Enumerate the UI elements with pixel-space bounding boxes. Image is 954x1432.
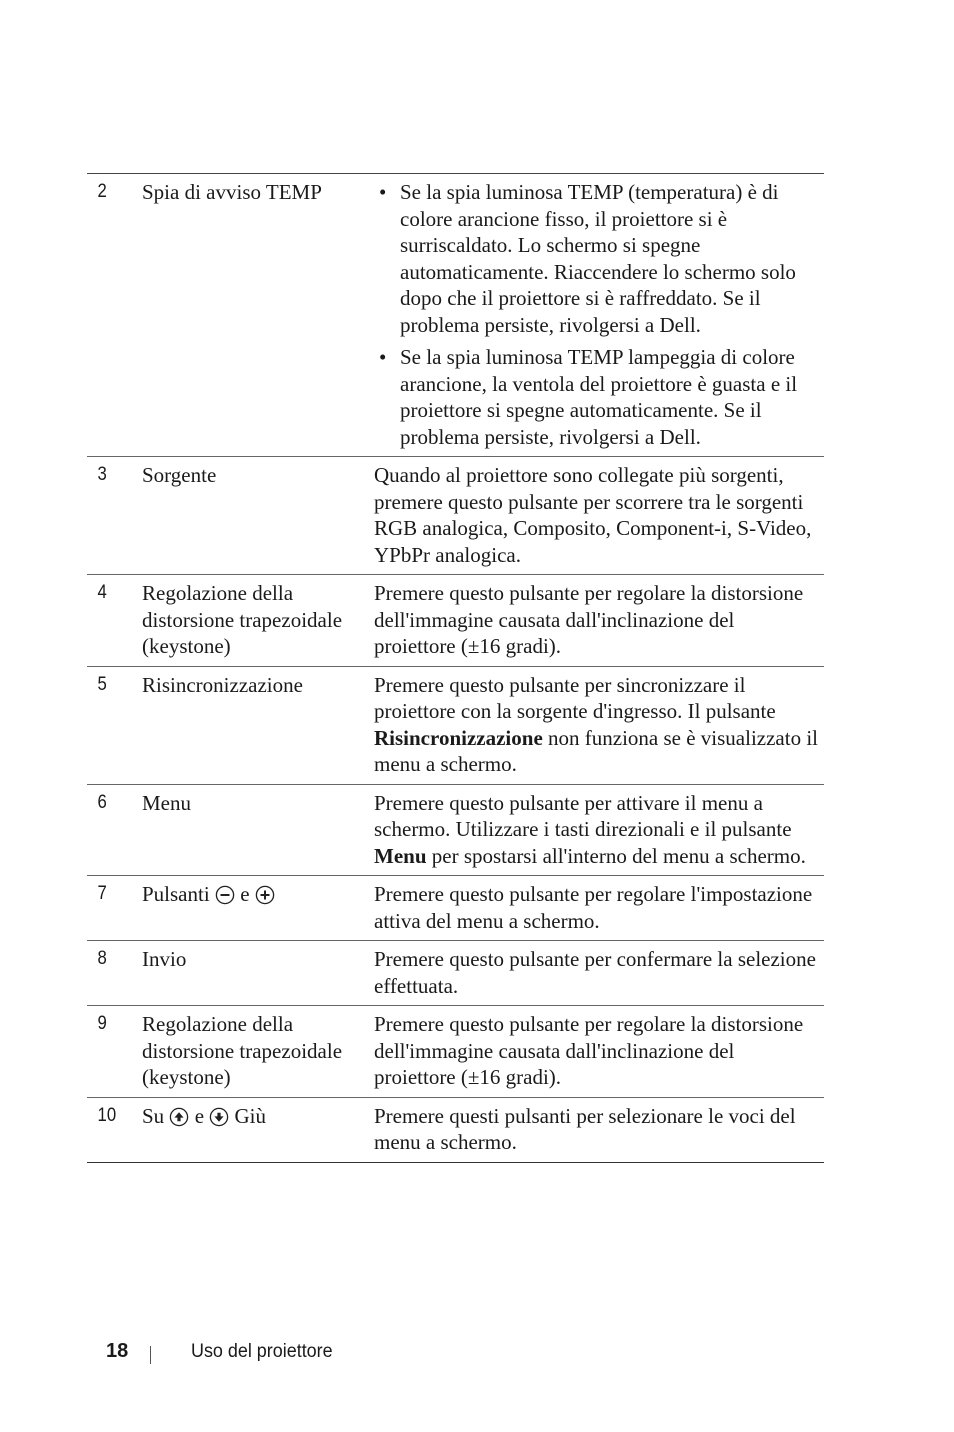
row-number: 9 bbox=[97, 1013, 107, 1034]
feature-description bbox=[374, 672, 824, 778]
feature-description: Premere questo pulsante per regolare la distorsione dell'immagine causata dall'inclinazione del proiettore (±16 gradi). bbox=[374, 1012, 804, 1089]
table-row bbox=[87, 174, 824, 456]
name-text: Giù bbox=[234, 1103, 267, 1128]
plus-circle-icon bbox=[255, 885, 275, 905]
name-text: Pulsanti bbox=[142, 882, 210, 906]
table-row bbox=[87, 456, 824, 574]
feature-description: Premere questi pulsanti per selezionare le voci del menu a schermo. bbox=[374, 1103, 796, 1154]
down-arrow-circle-icon bbox=[209, 1107, 229, 1127]
bullet-item: • Se la spia luminosa TEMP lampeggia di colore arancione, la ventola del proiettore è guasta e il proiettore si spegne automaticamente. Se il problema persiste, rivolgersi a Dell. bbox=[374, 344, 820, 450]
feature-description: Premere questo pulsante per regolare l'impostazione attiva del menu a schermo. bbox=[374, 882, 813, 933]
row-number: 5 bbox=[97, 673, 107, 695]
feature-name bbox=[142, 1103, 374, 1156]
feature-description: Premere questo pulsante per regolare la distorsione dell'immagine causata dall'inclinazione del proiettore (±16 gradi). bbox=[374, 581, 804, 658]
minus-circle-icon bbox=[215, 885, 235, 905]
feature-description: Premere questo pulsante per confermare la selezione effettuata. bbox=[374, 947, 816, 998]
feature-table bbox=[87, 173, 824, 1163]
desc-text: per spostarsi all'interno del menu a schermo. bbox=[426, 843, 806, 868]
desc-text: Premere questo pulsante per sincronizzare il proiettore con la sorgente d'ingresso. Il pulsante bbox=[374, 672, 776, 723]
bullet-list bbox=[374, 179, 820, 450]
feature-description bbox=[374, 179, 824, 450]
feature-name: Regolazione della distorsione trapezoidale (keystone) bbox=[142, 1012, 343, 1089]
feature-description bbox=[374, 790, 824, 870]
desc-text: Premere questo pulsante per attivare il menu a schermo. Utilizzare i tasti direzionali e il pulsante bbox=[374, 790, 792, 841]
feature-name: Spia di avviso TEMP bbox=[142, 180, 322, 204]
desc-bold-term: Risincronizzazione bbox=[374, 725, 543, 750]
row-number: 7 bbox=[97, 883, 107, 904]
page-number: 18 bbox=[106, 1339, 129, 1362]
name-text: Su bbox=[142, 1103, 165, 1128]
table-row bbox=[87, 574, 824, 666]
desc-text: non funziona se è visualizzato il menu a schermo. bbox=[374, 725, 819, 776]
table-row bbox=[87, 784, 824, 876]
row-number: 3 bbox=[97, 464, 107, 485]
feature-name: Regolazione della distorsione trapezoidale (keystone) bbox=[142, 581, 343, 658]
row-number: 4 bbox=[97, 582, 107, 603]
name-text: e bbox=[240, 882, 250, 906]
feature-name: Invio bbox=[142, 947, 187, 971]
feature-name: Risincronizzazione bbox=[142, 672, 303, 697]
feature-name: Menu bbox=[142, 790, 191, 815]
row-number: 2 bbox=[97, 181, 107, 202]
table-row bbox=[87, 875, 824, 940]
feature-name bbox=[142, 881, 374, 934]
feature-name: Sorgente bbox=[142, 463, 217, 487]
up-arrow-circle-icon bbox=[169, 1107, 189, 1127]
section-title: Uso del proiettore bbox=[191, 1339, 333, 1362]
table-row bbox=[87, 1005, 824, 1097]
desc-bold-term: Menu bbox=[374, 843, 427, 868]
row-number: 6 bbox=[97, 791, 107, 813]
row-number: 8 bbox=[97, 948, 107, 969]
table-row bbox=[87, 666, 824, 784]
feature-description: Quando al proiettore sono collegate più sorgenti, premere questo pulsante per scorrere tra le sorgenti RGB analogica, Composito, Component-i, S-Video, YPbPr analogica. bbox=[374, 463, 812, 567]
bullet-item: • Se la spia luminosa TEMP (temperatura) è di colore arancione fisso, il proiettore si è surriscaldato. Lo schermo si spegne automaticamente. Riaccendere lo schermo solo dopo che il proiettore si è raffreddato. Se il problema persiste, rivolgersi a Dell. bbox=[374, 179, 820, 338]
footer-divider bbox=[150, 1346, 151, 1364]
name-text: e bbox=[194, 1103, 205, 1128]
row-number: 10 bbox=[97, 1104, 117, 1126]
page-footer bbox=[106, 1336, 345, 1366]
table-row bbox=[87, 940, 824, 1005]
table-row bbox=[87, 1097, 824, 1162]
